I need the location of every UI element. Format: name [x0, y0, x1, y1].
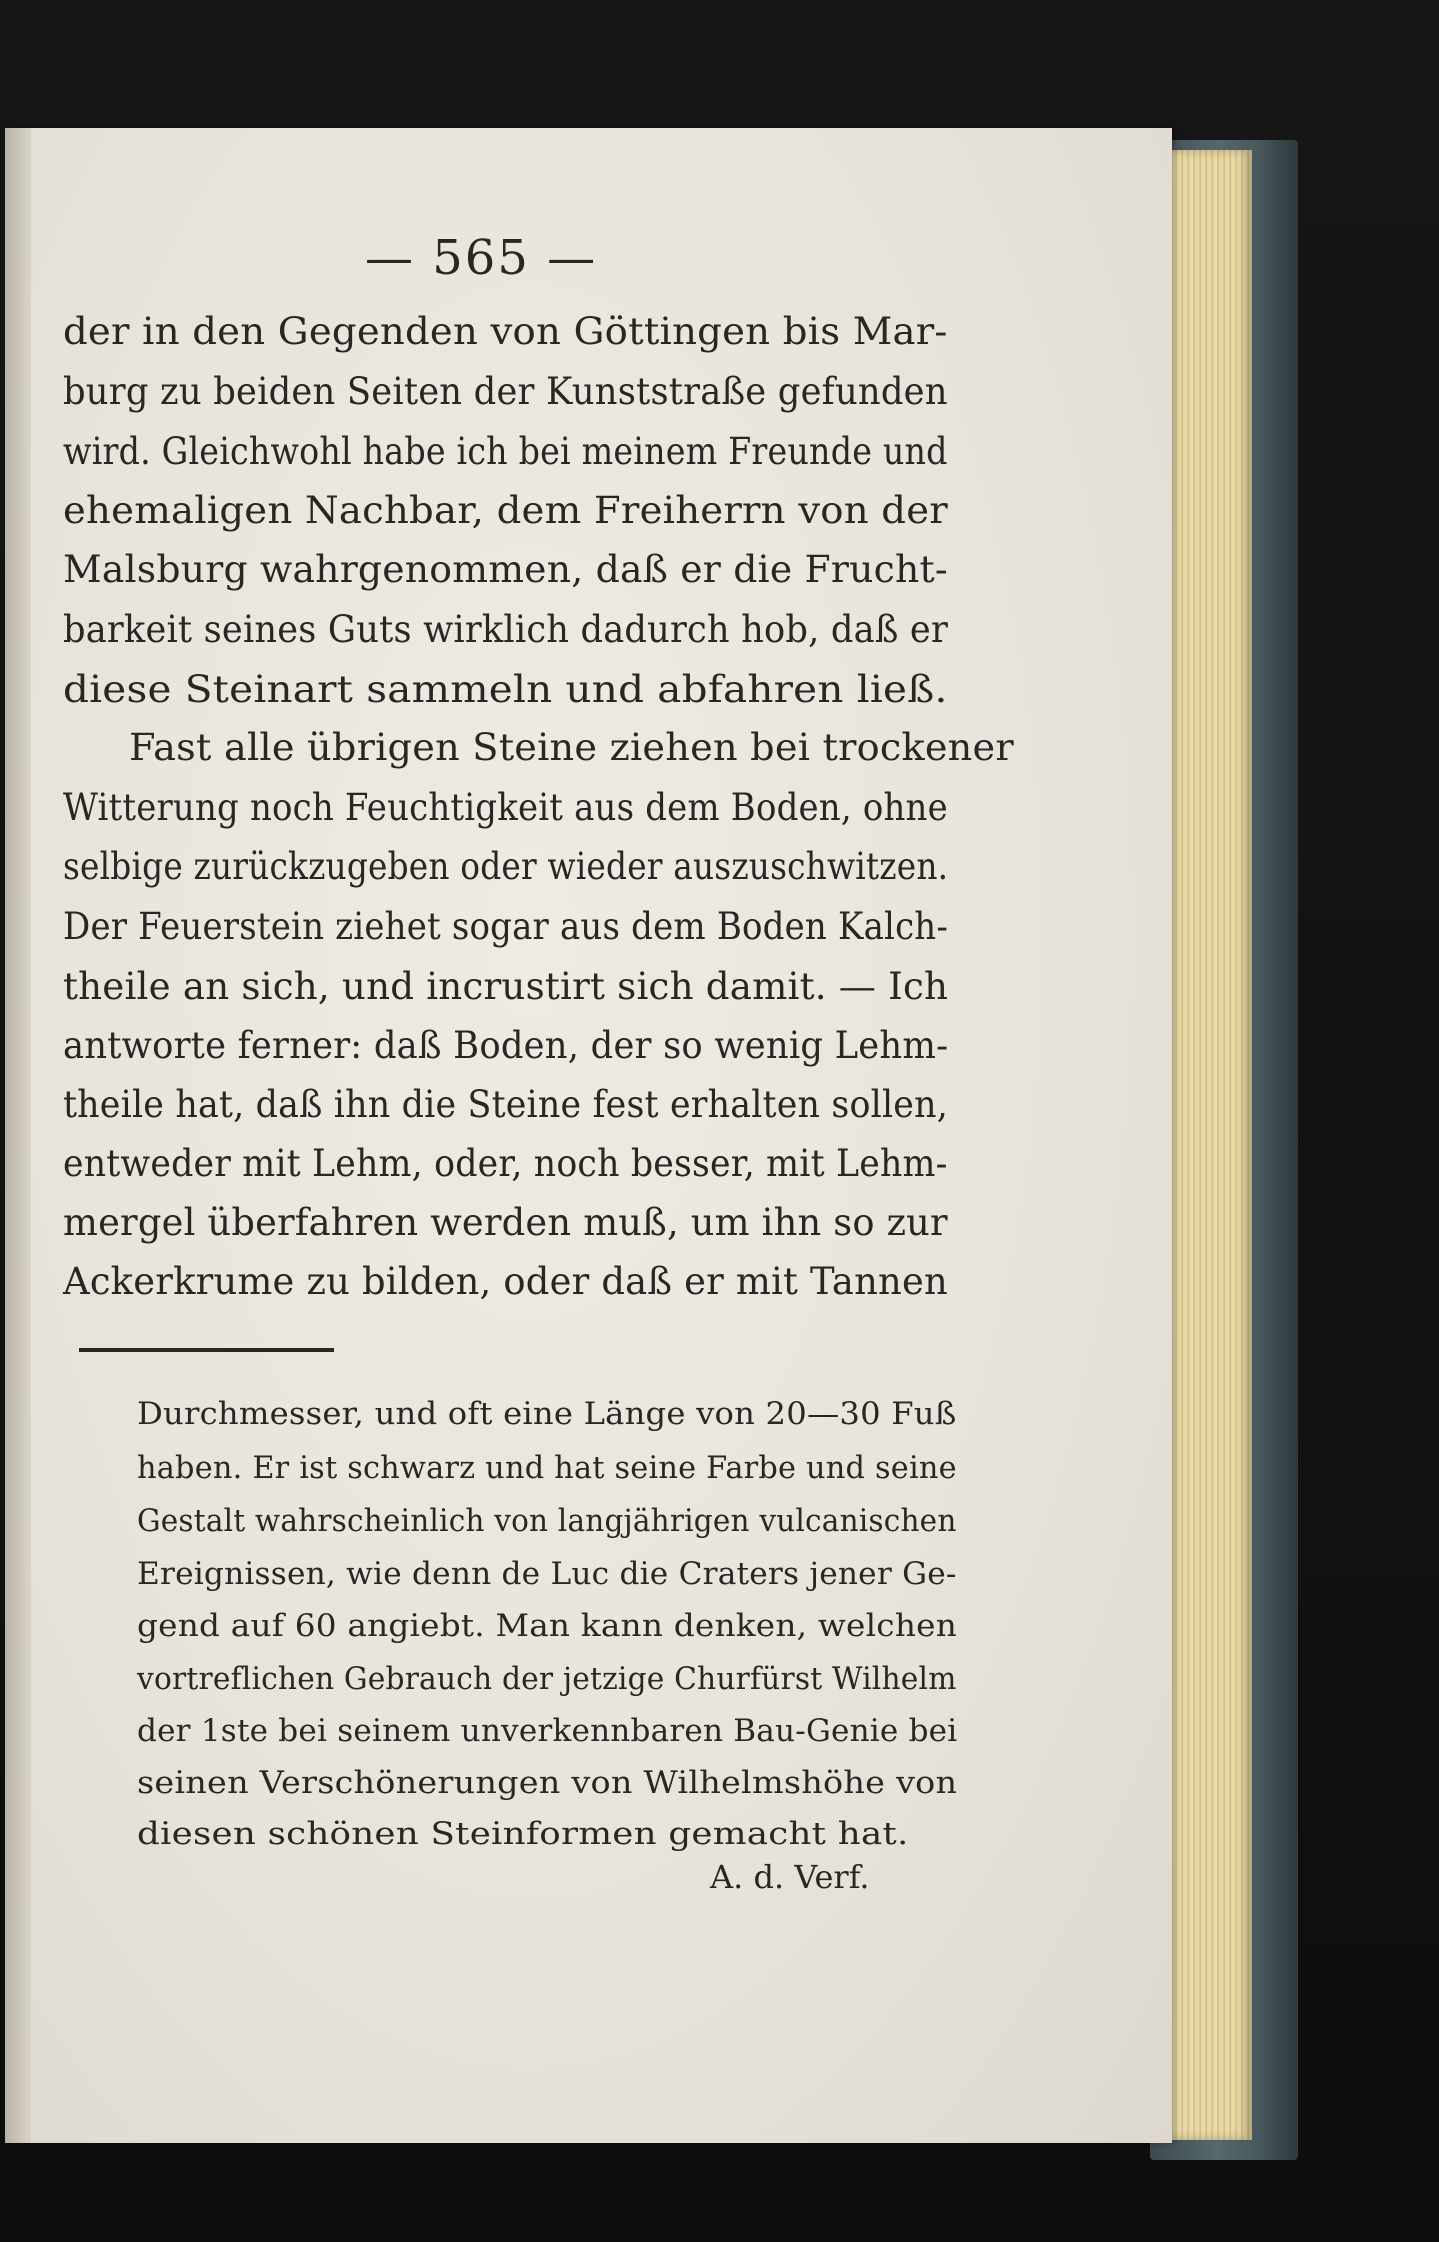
body-line: Malsburg wahrgenommen, daß er die Frucht-: [63, 548, 948, 591]
footnote-signature: A. d. Verf.: [710, 1858, 870, 1896]
footnote-line: Ereignissen, wie denn de Luc die Craters jener Ge-: [137, 1556, 957, 1592]
page-gutter-shadow: [5, 128, 31, 2143]
body-line: Witterung noch Feuchtigkeit aus dem Boden, ohne: [63, 786, 948, 829]
body-line: diese Steinart sammeln und abfahren ließ.: [63, 668, 948, 711]
body-line: wird. Gleichwohl habe ich bei meinem Freunde und: [63, 430, 948, 473]
body-line: antworte ferner: daß Boden, der so wenig Lehm-: [63, 1024, 949, 1067]
footnote-line: der 1ste bei seinem unverkennbaren Bau-Genie bei: [137, 1713, 958, 1749]
footnote-line: Durchmesser, und oft eine Länge von 20—30 Fuß: [137, 1396, 957, 1432]
body-line: burg zu beiden Seiten der Kunststraße gefunden: [63, 370, 948, 413]
footnote-line: diesen schönen Steinformen gemacht hat.: [137, 1816, 909, 1852]
gilt-page-edges: [1160, 150, 1252, 2140]
body-line: Der Feuerstein ziehet sogar aus dem Boden Kalch-: [63, 905, 949, 948]
body-line: selbige zurückzugeben oder wieder auszuschwitzen.: [63, 845, 949, 888]
body-line: theile hat, daß ihn die Steine fest erhalten sollen,: [63, 1083, 948, 1126]
body-line: der in den Gegenden von Göttingen bis Mar-: [63, 310, 948, 353]
body-line: theile an sich, und incrustirt sich damit. — Ich: [63, 965, 949, 1008]
footnote-line: seinen Verschönerungen von Wilhelmshöhe von: [137, 1765, 958, 1801]
body-line: Fast alle übrigen Steine ziehen bei trockener: [129, 726, 1014, 769]
footnote-line: Gestalt wahrscheinlich von langjährigen vulcanischen: [137, 1503, 957, 1539]
footnote-line: gend auf 60 angiebt. Man kann denken, welchen: [137, 1608, 957, 1644]
page-number: — 565 —: [365, 230, 598, 286]
body-line: mergel überfahren werden muß, um ihn so zur: [63, 1201, 948, 1244]
book-page: [5, 128, 1172, 2143]
body-line: entweder mit Lehm, oder, noch besser, mit Lehm-: [63, 1142, 948, 1185]
body-line: Ackerkrume zu bilden, oder daß er mit Tannen: [63, 1260, 948, 1303]
footnote-rule: [79, 1348, 334, 1352]
body-line: ehemaligen Nachbar, dem Freiherrn von der: [63, 489, 948, 532]
footnote-line: vortreflichen Gebrauch der jetzige Churfürst Wilhelm: [137, 1661, 957, 1697]
footnote-line: haben. Er ist schwarz und hat seine Farbe und seine: [137, 1450, 957, 1486]
body-line: barkeit seines Guts wirklich dadurch hob, daß er: [63, 608, 948, 651]
